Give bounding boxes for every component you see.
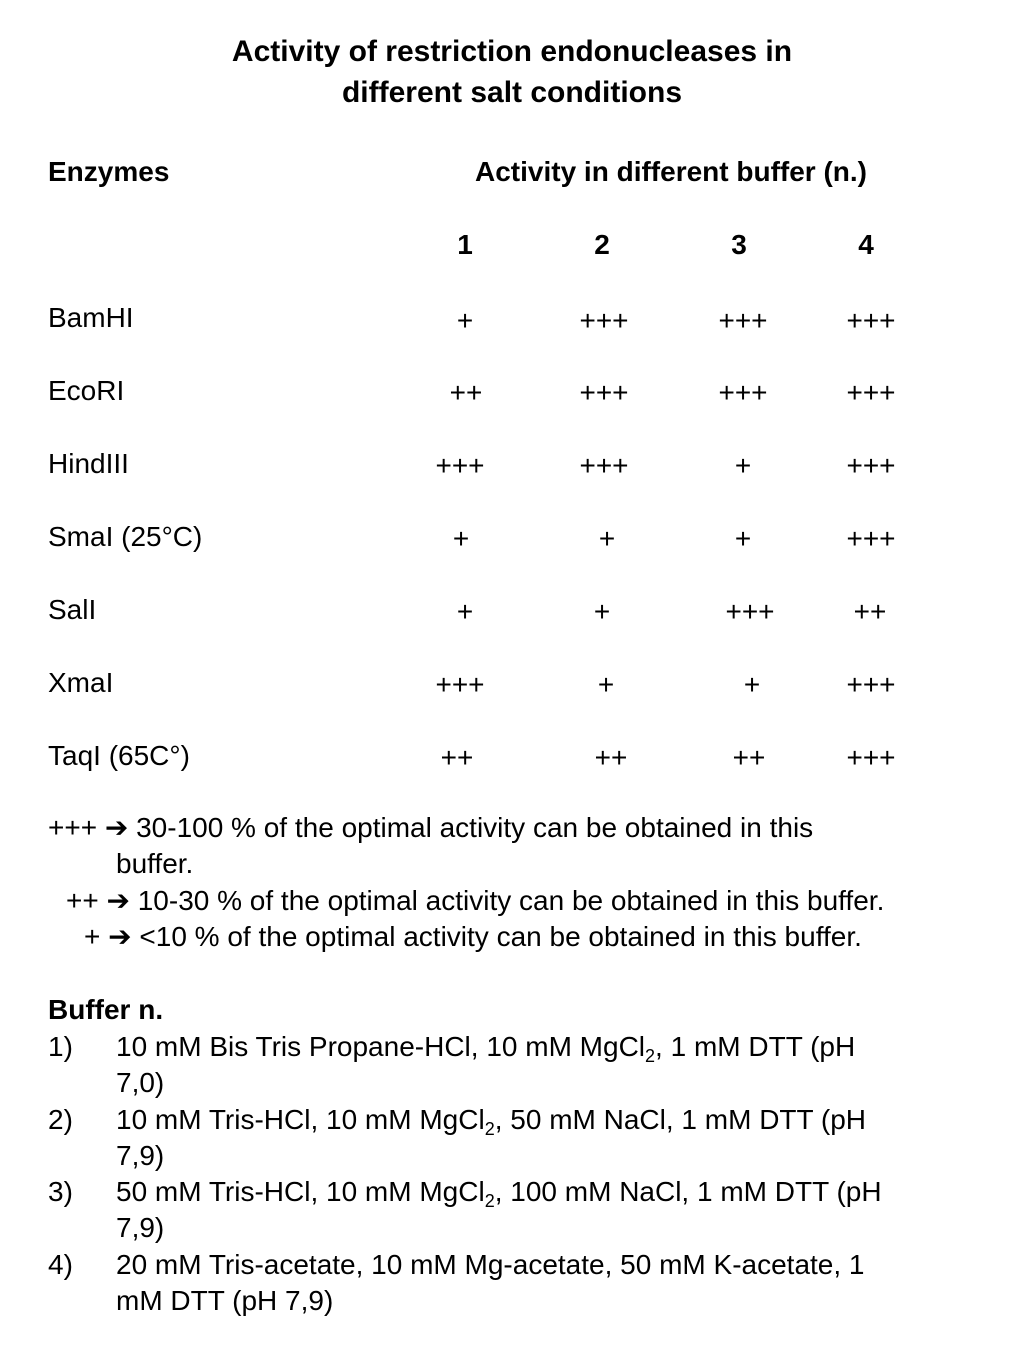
activity-value: ++ — [853, 596, 887, 627]
activity-value: +++ — [846, 669, 896, 700]
buffer-composition — [116, 1029, 976, 1101]
activity-value: + — [743, 669, 761, 700]
buffer-composition — [116, 1247, 976, 1319]
enzyme-name: TaqI (65C°) — [48, 740, 190, 771]
activity-header: Activity in different buffer (n.) — [475, 156, 867, 187]
buffer-number: 1) — [48, 1031, 73, 1062]
buffer-subscript: 2 — [645, 1046, 656, 1066]
enzyme-name: HindIII — [48, 448, 129, 479]
legend-text: <10 % of the optimal activity can be obtained in this buffer. — [139, 921, 862, 952]
buffer-text: mM DTT (pH 7,9) — [116, 1285, 334, 1316]
activity-value: ++ — [449, 377, 483, 408]
buffer-subscript: 2 — [484, 1119, 495, 1139]
activity-value: +++ — [579, 450, 629, 481]
buffer-text: 10 mM Tris-HCl, 10 mM MgCl — [116, 1104, 485, 1135]
legend-symbol: ++ — [66, 885, 99, 916]
arrow-right-icon: ➔ — [108, 921, 132, 952]
buffer-subscript: 2 — [484, 1191, 495, 1211]
activity-value: + — [734, 450, 752, 481]
activity-value: +++ — [718, 305, 768, 336]
buffer-text: , 1 mM DTT (pH — [655, 1031, 856, 1062]
activity-value: + — [598, 523, 616, 554]
activity-value: + — [593, 596, 611, 627]
buffer-composition — [116, 1102, 976, 1174]
activity-value: +++ — [579, 377, 629, 408]
buffer-number: 2) — [48, 1104, 73, 1135]
buffer-number: 3) — [48, 1176, 73, 1207]
activity-value: ++ — [732, 742, 766, 773]
legend-item — [48, 810, 813, 846]
legend-item — [84, 919, 862, 955]
activity-value: +++ — [435, 450, 485, 481]
activity-value: + — [456, 305, 474, 336]
enzyme-name: SmaI (25°C) — [48, 521, 203, 552]
activity-value: + — [734, 523, 752, 554]
activity-value: +++ — [718, 377, 768, 408]
buffer-text: 20 mM Tris-acetate, 10 mM Mg-acetate, 50 mM K-acetate, 1 — [116, 1249, 865, 1280]
column-header-1: 1 — [457, 229, 473, 260]
enzyme-name: EcoRI — [48, 375, 125, 406]
buffer-text: 50 mM Tris-HCl, 10 mM MgCl — [116, 1176, 485, 1207]
buffer-list-title: Buffer n. — [48, 994, 164, 1025]
legend-item — [66, 883, 884, 919]
column-header-2: 2 — [594, 229, 610, 260]
page-title — [0, 31, 1024, 113]
title-line-1: Activity of restriction endonucleases in — [231, 35, 793, 68]
buffer-number: 4) — [48, 1249, 73, 1280]
buffer-text: 7,9) — [116, 1140, 165, 1171]
enzyme-name: SalI — [48, 594, 97, 625]
buffer-text: , 50 mM NaCl, 1 mM DTT (pH — [494, 1104, 867, 1135]
arrow-right-icon: ➔ — [106, 885, 130, 916]
legend-symbol: +++ — [48, 812, 98, 843]
activity-value: +++ — [846, 742, 896, 773]
activity-value: +++ — [725, 596, 775, 627]
title-line-2: different salt conditions — [341, 76, 683, 109]
arrow-right-icon: ➔ — [104, 812, 129, 843]
buffer-text: 10 mM Bis Tris Propane-HCl, 10 mM MgCl — [116, 1031, 646, 1062]
activity-value: ++ — [594, 742, 628, 773]
activity-value: +++ — [435, 669, 485, 700]
activity-value: + — [452, 523, 470, 554]
buffer-text: 7,9) — [116, 1212, 165, 1243]
column-header-4: 4 — [858, 229, 874, 260]
buffer-composition — [116, 1174, 976, 1246]
activity-value: +++ — [846, 305, 896, 336]
legend-text: 10-30 % of the optimal activity can be obtained in this buffer. — [137, 885, 885, 916]
activity-value: +++ — [846, 377, 896, 408]
buffer-text: , 100 mM NaCl, 1 mM DTT (pH — [494, 1176, 882, 1207]
activity-value: ++ — [440, 742, 474, 773]
legend-text: 30-100 % of the optimal activity can be obtained in this — [136, 812, 814, 843]
enzyme-name: BamHI — [48, 302, 134, 333]
enzymes-header: Enzymes — [48, 156, 170, 187]
activity-value: +++ — [846, 450, 896, 481]
activity-value: + — [456, 596, 474, 627]
activity-value: + — [597, 669, 615, 700]
activity-value: +++ — [579, 305, 629, 336]
activity-value: +++ — [846, 523, 896, 554]
enzyme-name: XmaI — [48, 667, 114, 698]
column-header-3: 3 — [731, 229, 747, 260]
buffer-text: 7,0) — [116, 1067, 165, 1098]
legend-text-continuation: buffer. — [116, 848, 194, 879]
legend-symbol: + — [84, 921, 101, 952]
